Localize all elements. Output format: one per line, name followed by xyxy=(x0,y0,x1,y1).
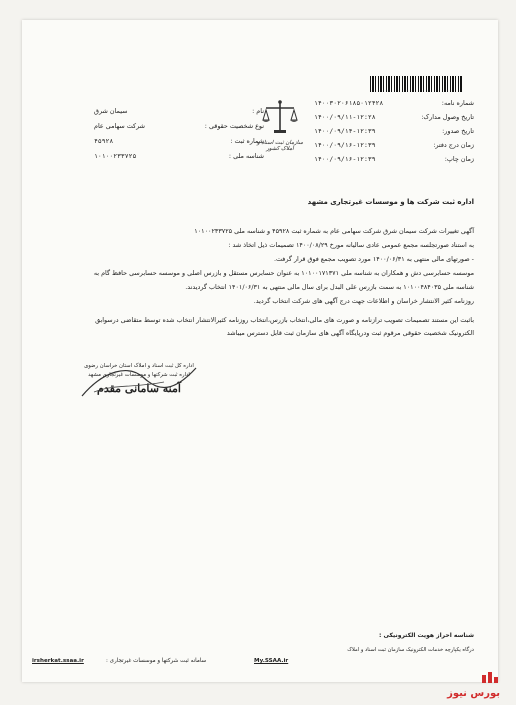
handwritten-signature xyxy=(74,362,204,402)
meta-label: تاریخ وصول مدارک: xyxy=(421,113,474,121)
meta-row-received xyxy=(314,110,474,124)
news-logo-icon xyxy=(482,671,498,683)
document-page xyxy=(22,20,498,682)
meta-row-issued xyxy=(314,124,474,138)
meta-label: شناسه ملی : xyxy=(228,152,264,160)
meta-row-registration-number xyxy=(94,134,264,149)
meta-row-company-name xyxy=(94,104,264,119)
signature-office-line: اداره ثبت شرکتها و موسسات غیرتجاری مشهد xyxy=(88,372,190,378)
closing-line: الکترونیک شخصیت حقوقی مرقوم ثبت ودرپایگاه آگهی های سازمان ثبت قابل دسترس میباشد xyxy=(226,329,474,337)
closing-statement xyxy=(44,314,474,340)
meta-row-printed xyxy=(314,152,474,166)
issuing-office: اداره ثبت شرکت ها و موسسات غیرتجاری مشهد xyxy=(307,198,474,206)
signature-block xyxy=(74,362,204,432)
myssaa-link[interactable]: My.SSAA.ir xyxy=(254,658,289,664)
meta-value: ۱۰۱۰۰۲۳۳۷۲۵ xyxy=(94,152,137,160)
meta-label: شماره نامه: xyxy=(441,99,474,107)
meta-label: نام : xyxy=(252,107,264,115)
meta-value: شرکت سهامی عام xyxy=(94,122,145,130)
news-watermark: بورس نیوز xyxy=(447,688,500,699)
company-meta xyxy=(94,104,264,164)
meta-label: زمان چاپ: xyxy=(444,155,474,163)
body-paragraph: به استناد صورتجلسه مجمع عمومی عادی سالیانه مورخ ۱۴۰۰/۰۸/۲۹ تصمیمات ذیل اتخاذ شد : xyxy=(228,241,474,249)
irsherkat-link[interactable]: irsherkat.ssaa.ir xyxy=(32,658,84,664)
meta-row-letter-number xyxy=(314,96,474,110)
body-paragraph: موسسه حسابرسی دش و همکاران به شناسه ملی ۱۰۱۰۰۱۷۱۳۷۱ به عنوان حسابرس مستقل و بازرس اصلی و موسسه حسابرسی حافظ گام به xyxy=(93,269,474,277)
meta-label: نوع شخصیت حقوقی : xyxy=(204,122,264,130)
signatory-name: آمنه سامانی مقدم xyxy=(97,382,181,395)
barcode xyxy=(370,76,462,92)
meta-value: ۴۵۹۲۸ xyxy=(94,137,114,145)
body-paragraph: شناسه ملی ۱۰۱۰۰۴۸۴۰۳۵ به سمت بازرس علی البدل برای سال مالی منتهی به ۱۴۰۱/۰۶/۳۱ انتخاب گردیدند. xyxy=(185,283,474,291)
footer-links xyxy=(22,656,498,668)
auth-id-label: شناسه احراز هویت الکترونیکی : xyxy=(378,632,474,639)
meta-row-national-id xyxy=(94,149,264,164)
meta-value: ۱۴۰۰/۰۹/۱۴-۱۲:۳۹ xyxy=(314,127,376,135)
meta-label: شماره ثبت : xyxy=(230,137,264,145)
meta-value: ۱۴۰۰/۰۹/۱۱-۱۲:۲۸ xyxy=(314,113,376,121)
emblem-caption: سازمان ثبت اسناد و املاک کشور xyxy=(256,140,303,152)
meta-label: تاریخ صدور: xyxy=(442,127,474,135)
body-paragraph: - صورتهای مالی منتهی به ۱۴۰۰/۰۶/۳۱ مورد تصویب مجمع فوق قرار گرفت. xyxy=(274,255,474,263)
letter-meta xyxy=(314,96,474,166)
body-paragraph: روزنامه کثیر الانتشار خراسان و اطلاعات جهت درج آگهی های شرکت انتخاب گردید. xyxy=(253,297,474,305)
meta-row-registered xyxy=(314,138,474,152)
meta-value: ۱۴۰۰/۰۹/۱۶-۱۲:۳۹ xyxy=(314,155,376,163)
meta-row-legal-type xyxy=(94,119,264,134)
body-paragraph: آگهی تغییرات شرکت سیمان شرق شرکت سهامی عام به شماره ثبت ۴۵۹۲۸ و شناسه ملی ۱۰۱۰۰۲۳۳۷۲۵ xyxy=(194,227,474,235)
meta-value: ۱۴۰۰۳۰۲۰۶۱۸۵۰۱۲۴۲۸ xyxy=(314,99,384,107)
signature-office-line: اداره کل ثبت اسناد و املاک استان خراسان رضوی xyxy=(84,363,194,369)
scales-icon xyxy=(260,98,300,138)
meta-value: سیمان شرق xyxy=(94,107,128,115)
meta-value: ۱۴۰۰/۰۹/۱۶-۱۲:۳۹ xyxy=(314,141,376,149)
announcement-body xyxy=(44,225,474,309)
meta-label: زمان درج دفتر: xyxy=(433,141,474,149)
portal-caption: درگاه یکپارچه خدمات الکترونیک سازمان ثبت اسناد و املاک xyxy=(347,647,474,653)
closing-line: باثبت این مستند تصمیمات تصویب ترازنامه و صورت های مالی،انتخاب بازرس،انتخاب روزنامه کثیرالانتشار انتخاب شده توسط متقاضی درسوابق xyxy=(95,316,474,324)
irsherkat-caption: سامانه ثبت شرکتها و موسسات غیرتجاری : xyxy=(106,658,207,664)
